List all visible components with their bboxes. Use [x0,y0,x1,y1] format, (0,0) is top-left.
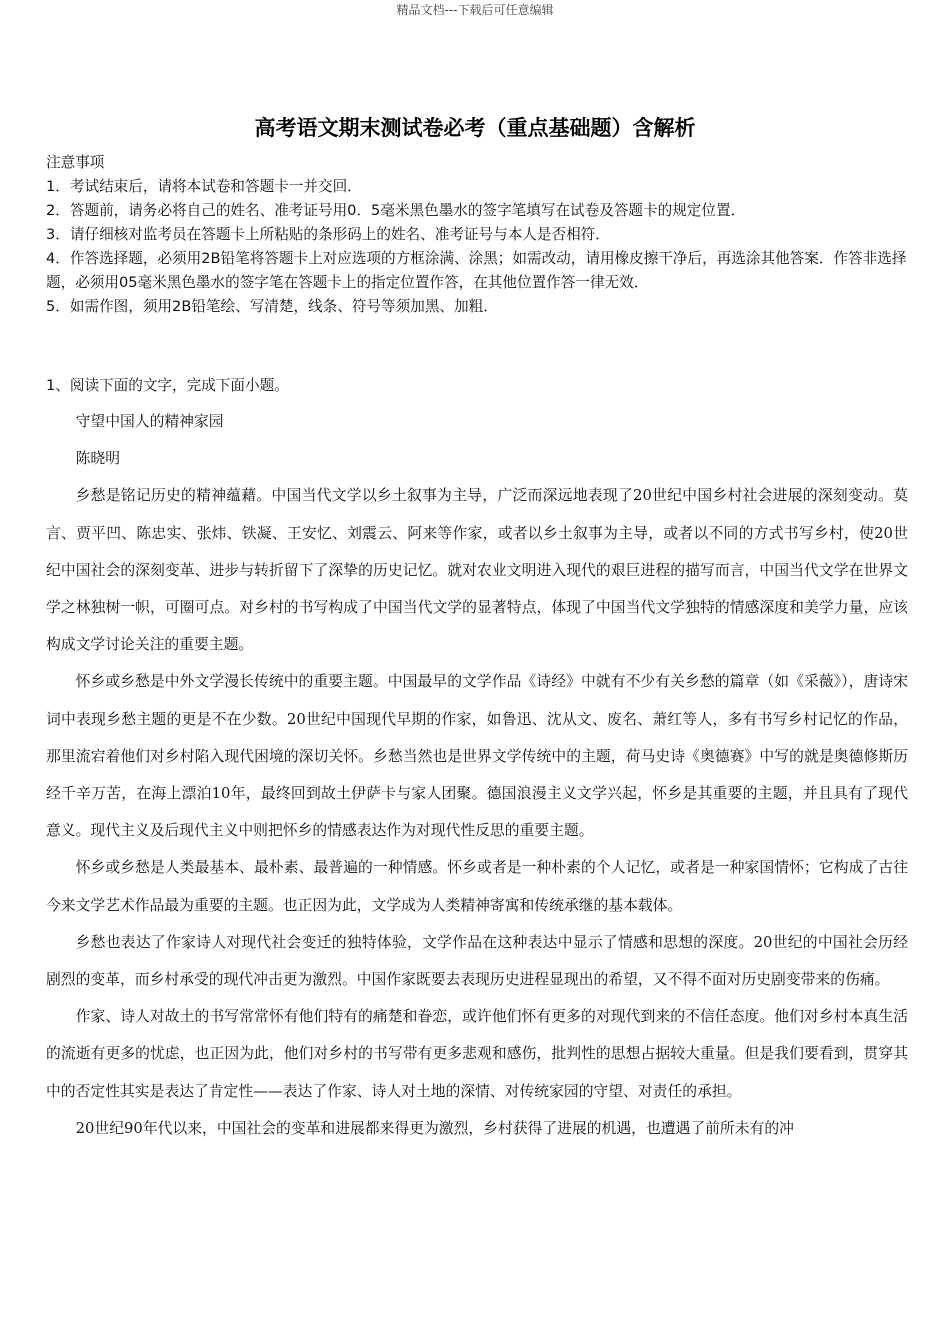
article-paragraph-5: 作家、诗人对故土的书写常常怀有他们特有的痛楚和眷恋，或许他们怀有更多的对现代到来的不信任态度。他们对乡村本真生活的流逝有更多的忧虑，也正因为此，他们对乡村的书写带有更多悲观和感伤，批判性的思想占据较大重量。但是我们要看到，贯穿其中的否定性其实是表达了肯定性——表达了作家、诗人对土地的深情、对传统家园的守望、对责任的承担。 [46,1008,908,1100]
notice-item-4: 4．作答选择题，必须用2B铅笔将答题卡上对应选项的方框涂满、涂黑；如需改动，请用橡皮擦干净后，再选涂其他答案．作答非选择题，必须用05毫米黑色墨水的签字笔在答题卡上的指定位置作答，在其他位置作答一律无效． [46,250,907,291]
article-author: 陈晓明 [75,450,120,468]
article-paragraph-4: 乡愁也表达了作家诗人对现代社会变迁的独特体验，文学作品在这种表达中显示了情感和思想的深度。20世纪的中国社会历经剧烈的变革，而乡村承受的现代冲击更为激烈。中国作家既要去表现历史进程显现出的希望，又不得不面对历史剧变带来的伤痛。 [46,933,908,989]
article-title: 守望中国人的精神家园 [75,413,224,430]
page-header: 精品文档---下载后可任意编辑 [396,3,554,17]
notice-section [46,151,911,319]
notice-item-1: 1．考试结束后，请将本试卷和答题卡一并交回． [46,178,362,195]
article-paragraph-2: 怀乡或乡愁是中外文学漫长传统中的重要主题。中国最早的文学作品《诗经》中就有不少有关乡愁的篇章（如《采薇》），唐诗宋词中表现乡愁主题的更是不在少数。20世纪中国现代早期的作家，如鲁迅、沈从文、废名、萧红等人，多有书写乡村记忆的作品，那里流宕着他们对乡村陷入现代困境的深切关怀。乡愁当然也是世界文学传统中的主题，荷马史诗《奥德赛》中写的就是奥德修斯历经千辛万苦，在海上漂泊10年，最终回到故土伊萨卡与家人团聚。德国浪漫主义文学兴起，怀乡是其重要的主题，并且具有了现代意义。现代主义及后现代主义中则把怀乡的情感表达作为对现代性反思的重要主题。 [46,673,908,840]
reading-passage [46,403,908,1147]
notice-item-3: 3．请仔细核对监考员在答题卡上所粘贴的条形码上的姓名、准考证号与本人是否相符． [46,226,610,243]
article-paragraph-1: 乡愁是铭记历史的精神蕴藉。中国当代文学以乡土叙事为主导，广泛而深远地表现了20世纪中国乡村社会进展的深刻变动。莫言、贾平凹、陈忠实、张炜、铁凝、王安忆、刘震云、阿来等作家，或者以乡土叙事为主导，或者以不同的方式书写乡村，使20世纪中国社会的深刻变革、进步与转折留下了深挚的历史记忆。就对农业文明进入现代的艰巨进程的描写而言，中国当代文学在世界文学之林独树一帜，可圈可点。对乡村的书写构成了中国当代文学的显著特点，体现了中国当代文学独特的情感深度和美学力量，应该构成文学讨论关注的重要主题。 [46,487,908,654]
question-prompt: 1、阅读下面的文字，完成下面小题。 [46,377,289,394]
notice-item-5: 5．如需作图，须用2B铅笔绘、写清楚，线条、符号等须加黑、加粗． [46,298,498,315]
article-paragraph-3: 怀乡或乡愁是人类最基本、最朴素、最普遍的一种情感。怀乡或者是一种朴素的个人记忆，或者是一种家国情怀；它构成了古往今来文学艺术作品最为重要的主题。也正因为此，文学成为人类精神寄寓和传统承继的基本载体。 [46,859,908,914]
notice-item-2: 2．答题前，请务必将自己的姓名、准考证号用0．5毫米黑色墨水的签字笔填写在试卷及答题卡的规定位置． [46,202,746,219]
notice-heading: 注意事项 [46,154,105,171]
page-title: 高考语文期末测试卷必考（重点基础题）含解析 [254,116,696,140]
article-paragraph-6: 20世纪90年代以来，中国社会的变革和进展都来得更为激烈，乡村获得了进展的机遇，也遭遇了前所未有的冲 [75,1119,794,1137]
